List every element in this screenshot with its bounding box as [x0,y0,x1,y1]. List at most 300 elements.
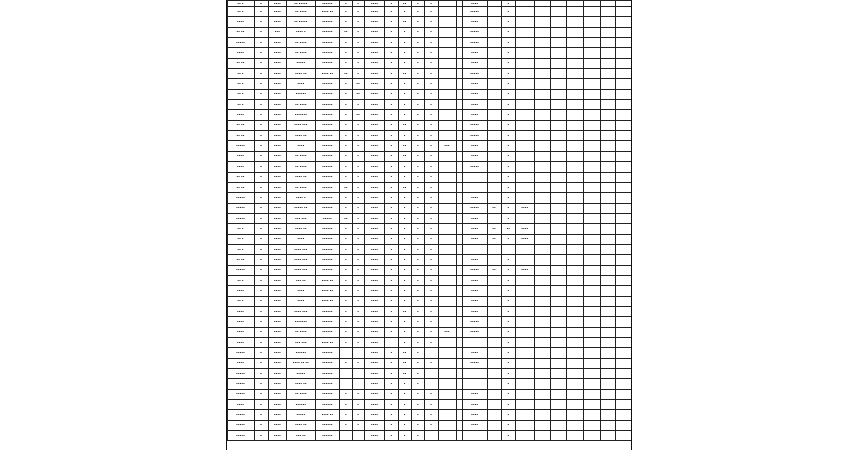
cell-text: ▪ [345,414,347,417]
table-cell [534,358,550,368]
table-cell [228,100,255,110]
table-row [228,224,632,234]
cell-text: ▪▪ ▪ [237,83,244,86]
cell-text: ▪ [345,145,347,148]
cell-text: ▬ [260,414,263,417]
table-cell [268,224,286,234]
table-cell [534,317,550,327]
table-cell [583,58,600,68]
cell-text: ▪ [430,72,433,75]
table-cell [487,89,501,99]
table-cell [601,27,616,37]
table-cell [315,58,340,68]
table-cell [438,100,456,110]
cell-text: ▬ [260,176,263,179]
table-cell [487,141,501,151]
cell-text: ▪ [507,217,510,220]
table-cell [412,286,425,296]
table-cell [315,369,340,379]
cell-text: ▪ [403,279,406,282]
table-cell [352,348,364,358]
table-cell [551,275,567,285]
cell-text: ▪ [390,269,393,272]
cell-text: ▪▪▪▪ [471,258,479,261]
cell-text: ▬ [260,186,263,189]
table-cell [516,38,534,48]
table-cell [254,296,268,306]
table-cell [487,27,501,37]
table-cell [463,338,488,348]
cell-text: ▪▪▪▪▪ [236,207,246,210]
cell-text: ▪ [507,41,510,44]
table-cell [364,172,384,182]
table-cell [364,58,384,68]
table-cell [315,234,340,244]
cell-text: ▪ [390,62,393,65]
table-cell [463,348,488,358]
table-cell [340,58,352,68]
table-cell [534,420,550,430]
table-cell [385,431,398,441]
table-cell [616,410,632,420]
table-cell [398,369,411,379]
table-cell [412,203,425,213]
table-cell [551,244,567,254]
cell-text: ▬ [260,279,263,282]
cell-text: ▪▪▪▪ ▪▪▪ [294,124,308,127]
cell-text: ▪▪▪▪ ▪▪ [295,424,307,427]
cell-text: ▪ [403,103,406,106]
table-cell [352,141,364,151]
cell-text: ▪▪▪▪ [274,2,282,5]
table-cell [385,7,398,17]
table-cell [340,410,352,420]
cell-text: ▪▪ [403,145,407,148]
table-cell [616,110,632,120]
cell-text: ▪ [403,10,406,13]
table-cell [501,69,515,79]
cell-text: ▪ [417,300,420,303]
cell-text: ▪▪▪▪ [274,279,282,282]
table-cell [601,410,616,420]
table-cell [352,338,364,348]
cell-text: ▪▪▪▪▪▪ [322,21,333,24]
table-cell [315,131,340,141]
table-cell [364,110,384,120]
table-cell [385,141,398,151]
cell-text: ▪▪▪▪ [274,258,282,261]
table-cell [412,338,425,348]
table-cell [254,203,268,213]
cell-text: ▪▪▪▪ ▪▪▪ [294,310,308,313]
cell-text: ▪▪▪▪ ▪▪ [295,383,307,386]
cell-text: ▪ [430,207,433,210]
cell-text: ▪▪▪▪▪▪ [322,424,333,427]
table-cell [425,48,438,58]
table-cell [425,58,438,68]
cell-text: ▪ [417,248,420,251]
table-cell [551,213,567,223]
table-cell [583,89,600,99]
table-cell [551,203,567,213]
table-cell [583,120,600,130]
table-cell [583,193,600,203]
table-cell [583,69,600,79]
cell-text: ▪▪▪▪ [471,393,479,396]
cell-text: ▪ [417,31,420,34]
table-cell [567,327,583,337]
table-cell [268,286,286,296]
table-cell [398,120,411,130]
table-cell [516,110,534,120]
cell-text: ▬ [260,258,263,261]
table-cell [567,110,583,120]
cell-text: ▬ [260,403,263,406]
table-cell [364,213,384,223]
table-cell [616,100,632,110]
table-cell [551,286,567,296]
table-cell [567,234,583,244]
cell-text: ▪ [507,320,510,323]
table-cell [616,69,632,79]
table-cell [315,151,340,161]
table-cell [385,234,398,244]
cell-text: ▬ [260,155,263,158]
table-cell [412,182,425,192]
table-cell [516,203,534,213]
cell-text: ▪▪▪▪▪▪ [322,227,333,230]
table-cell [583,182,600,192]
cell-text: ▪▪▪▪▪ [470,320,480,323]
table-cell [268,400,286,410]
cell-text: ▪▪▪▪ [471,300,479,303]
cell-text: ▪▪▪▪ [471,103,479,106]
table-cell [268,131,286,141]
table-cell [287,389,316,399]
table-cell [487,348,501,358]
cell-text: ▪▪▪▪ [274,83,282,86]
table-cell [425,296,438,306]
cell-text: ▬ [260,10,263,13]
table-cell [616,213,632,223]
table-cell [398,358,411,368]
cell-text: ▪▪ ▪▪▪▪ [295,41,307,44]
table-cell [501,172,515,182]
table-cell [398,193,411,203]
table-cell [287,431,316,441]
cell-text: ▪ [430,196,433,199]
table-cell [583,244,600,254]
table-cell [364,69,384,79]
table-cell [398,17,411,27]
table-cell [315,358,340,368]
cell-text: ▬ [260,310,263,313]
table-row [228,358,632,368]
cell-text: ▪▪ ▪ [237,103,244,106]
table-cell [364,431,384,441]
cell-text: ▪▪▪▪▪ [236,352,246,355]
table-cell [534,306,550,316]
table-cell [516,275,534,285]
cell-text: ▪▪▪▪ [371,383,379,386]
table-cell [616,338,632,348]
table-cell [425,410,438,420]
table-cell [287,420,316,430]
table-cell [228,327,255,337]
cell-text: ▪ [417,362,420,365]
table-cell [487,38,501,48]
table-cell [425,38,438,48]
cell-text: ▪▪▪▪ [274,145,282,148]
cell-text: ▪▪▪▪ [371,103,379,106]
table-cell [340,420,352,430]
cell-text: ▪ [417,196,420,199]
cell-text: ▪▪▪▪ [521,269,529,272]
table-cell [352,131,364,141]
cell-text: ▪▪ [403,72,407,75]
table-cell [551,400,567,410]
cell-text: ▪ [357,2,360,5]
table-row [228,120,632,130]
cell-text: ▪ [430,134,433,137]
cell-text: ▪ [417,289,420,292]
table-cell [583,162,600,172]
cell-text: ▪▪ ▪▪▪▪▪ [294,21,308,24]
table-cell [616,296,632,306]
cell-text: ▪▪▪▪ [521,238,529,241]
table-cell [567,400,583,410]
table-cell [534,58,550,68]
table-cell [501,58,515,68]
table-cell [601,306,616,316]
cell-text: ▪▪▪▪ [371,114,379,117]
table-cell [287,7,316,17]
table-cell [315,275,340,285]
table-cell [616,162,632,172]
table-cell [425,203,438,213]
table-cell [352,369,364,379]
table-cell [425,431,438,441]
cell-text: ▪ [390,93,393,96]
table-cell [352,120,364,130]
table-cell [601,203,616,213]
table-cell [438,182,456,192]
table-cell [425,120,438,130]
table-cell [385,58,398,68]
cell-text: ▪ [390,134,393,137]
cell-text: ▪▪▪▪ ▪▪ [321,10,334,13]
cell-text: ▪▪▪▪▪▪ [322,403,333,406]
cell-text: ▪▪▪▪▪▪ [322,310,333,313]
cell-text: ▪ [507,269,510,272]
cell-text: ▪ [390,31,393,34]
cell-text: ▪ [345,196,347,199]
table-cell [315,306,340,316]
table-row [228,265,632,275]
table-cell [501,286,515,296]
table-cell [487,172,501,182]
table-cell [340,162,352,172]
table-cell [487,120,501,130]
cell-text: ▪ [390,248,393,251]
cell-text: ▪▪▪ ▪▪▪ [295,341,307,344]
cell-text: ▪ [507,62,510,65]
table-cell [228,348,255,358]
table-cell [551,327,567,337]
table-cell [340,151,352,161]
table-cell [287,379,316,389]
cell-text: ▪ [345,310,347,313]
cell-text: ▪▪ ▪ [237,238,244,241]
cell-text: ▪ [390,372,393,375]
cell-text: ▪▪▪▪ [237,341,245,344]
table-cell [601,151,616,161]
cell-text: ▬ [260,269,263,272]
cell-text: ▪▪▪▪ [274,248,282,251]
cell-text: ▪▪▪▪ ▪▪ [295,72,307,75]
cell-text: ▪▪▪▪ [274,41,282,44]
cell-text: ▪▪▪▪▪▪ [322,352,333,355]
cell-text: ▪ [430,279,433,282]
cell-text: ▪ [357,227,360,230]
cell-text: ▪▪▪▪▪▪ [322,393,333,396]
table-cell [340,172,352,182]
cell-text: ▪▪▪▪ [274,320,282,323]
table-cell [254,244,268,254]
table-cell [551,193,567,203]
table-cell [501,48,515,58]
table-cell [412,224,425,234]
cell-text: ▪▪▪▪ [371,331,379,334]
table-cell [352,358,364,368]
table-cell [501,193,515,203]
table-cell [501,110,515,120]
table-cell [268,100,286,110]
cell-text: ▪ [403,248,406,251]
cell-text: ▪ [357,207,360,210]
cell-text: ▪▪▪▪ [471,352,479,355]
table-cell [601,79,616,89]
table-cell [463,100,488,110]
table-cell [228,431,255,441]
table-cell [287,306,316,316]
cell-text: ▪▪▪▪ [237,320,245,323]
table-cell [501,348,515,358]
table-cell [425,255,438,265]
table-cell [463,400,488,410]
cell-text: ▪▪ ▪▪▪▪ [295,165,307,168]
table-cell [534,151,550,161]
cell-text: ▪ [403,383,406,386]
table-cell [551,410,567,420]
table-cell [287,141,316,151]
cell-text: ▪ [403,93,406,96]
table-cell [398,234,411,244]
table-row [228,410,632,420]
table-cell [438,369,456,379]
table-row [228,58,632,68]
table-cell [385,213,398,223]
table-cell [398,213,411,223]
cell-text: ▪▪ ▪ [237,93,244,96]
cell-text: ▪▪▪▪▪ [470,165,480,168]
cell-text: ▪ [507,238,510,241]
cell-text: ▪ [403,300,406,303]
table-cell [601,358,616,368]
table-cell [315,296,340,306]
table-cell [463,172,488,182]
table-cell [412,89,425,99]
table-cell [364,400,384,410]
table-cell [463,431,488,441]
cell-text: ▪▪▪▪▪▪ [322,165,333,168]
table-cell [340,213,352,223]
table-cell [364,327,384,337]
table-cell [385,265,398,275]
cell-text: ▬ [260,93,263,96]
table-cell [398,348,411,358]
table-cell [315,7,340,17]
cell-text: ▪ [417,2,420,5]
table-cell [385,151,398,161]
table-cell [254,286,268,296]
cell-text: ▪ [390,320,393,323]
cell-text: ▪▪▪▪▪ [470,10,480,13]
table-cell [228,203,255,213]
cell-text: ▪▪▪▪ [274,72,282,75]
cell-text: ▪ [345,269,347,272]
table-cell [463,89,488,99]
table-cell [364,182,384,192]
cell-text: ▪▪▪▪▪▪ [322,176,333,179]
table-cell [551,296,567,306]
table-row [228,234,632,244]
table-cell [487,400,501,410]
table-cell [398,400,411,410]
table-cell [364,7,384,17]
table-cell [534,193,550,203]
cell-text: ▪ [430,186,433,189]
cell-text: ▪▪▪▪▪ [470,207,480,210]
table-cell [352,410,364,420]
table-cell [287,38,316,48]
table-cell [268,369,286,379]
table-cell [551,89,567,99]
cell-text: ▪ [507,258,510,261]
table-cell [340,400,352,410]
table-cell [583,224,600,234]
table-cell [228,389,255,399]
table-cell [340,306,352,316]
table-cell [551,379,567,389]
table-cell [315,420,340,430]
table-cell [601,369,616,379]
cell-text: ▪▪▪▪ ▪▪ [321,279,334,282]
cell-text: ▪▪▪▪ ▪▪ ▪▪ [293,362,310,365]
table-cell [567,120,583,130]
table-cell [425,89,438,99]
cell-text: ▪▪▪▪▪ [470,269,480,272]
table-cell [551,389,567,399]
cell-text: ▪ [430,62,433,65]
table-cell [398,69,411,79]
cell-text: ▪ [430,21,433,24]
table-cell [516,244,534,254]
cell-text: ▪▪ [403,362,407,365]
table-cell [567,172,583,182]
table-cell [438,410,456,420]
cell-text: ▪ [357,424,360,427]
